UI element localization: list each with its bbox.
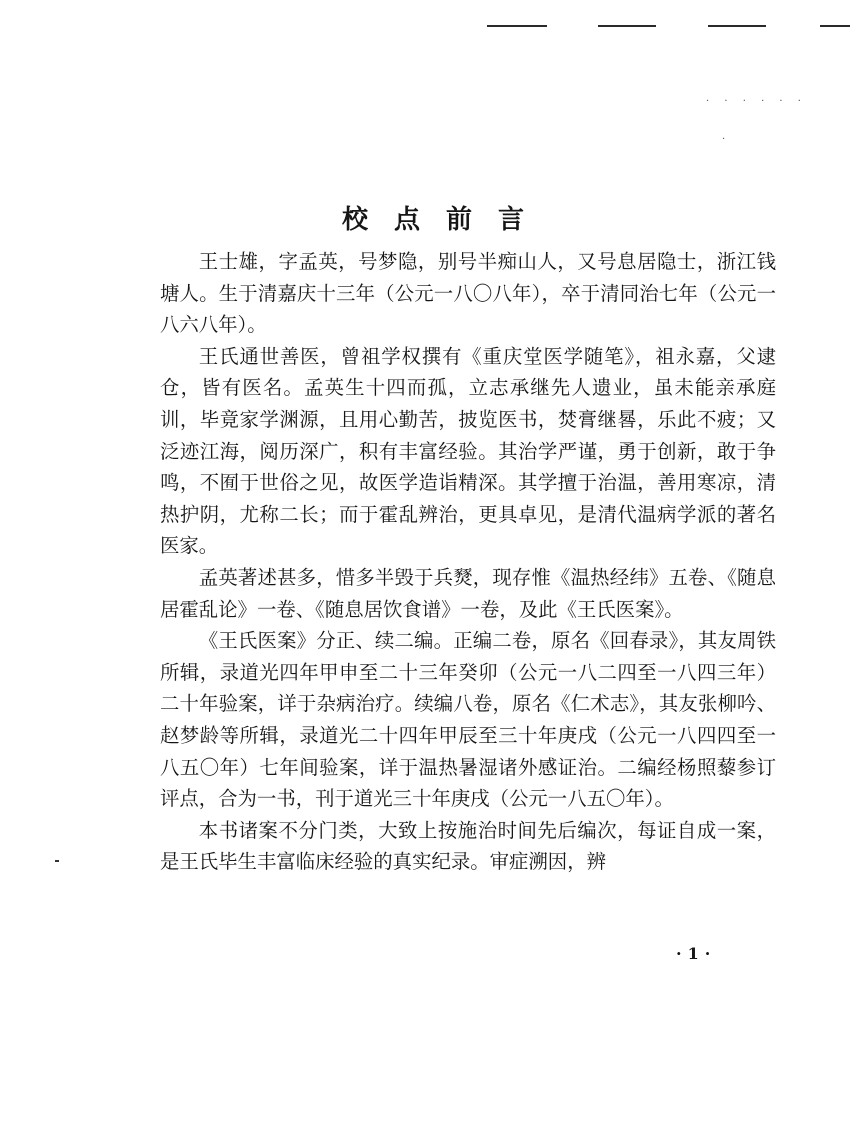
page-number-value: 1 <box>687 944 705 963</box>
scan-noise <box>55 860 59 862</box>
header-rule <box>598 25 656 27</box>
paragraph: 孟英著述甚多，惜多半毁于兵燹，现存惟《温热经纬》五卷、《随息居霍乱论》一卷、《随息居饮食谱》一卷，及此《王氏医案》。 <box>160 565 776 621</box>
page-number-mark: · <box>704 944 717 963</box>
page-number-mark: · <box>676 944 688 963</box>
paragraph: 《王氏医案》分正、续二编。正编二卷，原名《回春录》，其友周铁所辑，录道光四年甲申至二十三年癸卯（公元一八二四至一八四三年）二十年验案，详于杂病治疗。续编八卷，原名《仁术志》，其友张柳吟、赵梦龄等所辑，录道光二十四年甲辰至三十年庚戌（公元一八四四至一八五〇年）七年间验案，详于温热暑湿诸外感证治。二编经杨照藜参订评点，合为一书，刊于道光三十年庚戌（公元一八五〇年）。 <box>160 629 776 811</box>
paragraph: 王士雄，字孟英，号梦隐，别号半痴山人，又号息居隐士，浙江钱塘人。生于清嘉庆十三年（公元一八〇八年），卒于清同治七年（公元一八六八年）。 <box>160 250 776 337</box>
page-title: 校点前言 <box>341 205 550 236</box>
paragraph: 本书诸案不分门类，大致上按施治时间先后编次，每证自成一案，是王氏毕生丰富临床经验的真实纪录。审症溯因，辨 <box>160 818 776 874</box>
scan-noise: · · · · · · <box>706 96 807 107</box>
header-rule <box>708 25 766 27</box>
body-text <box>160 246 776 878</box>
header-rule <box>487 25 547 27</box>
scan-noise: · <box>722 134 732 145</box>
paragraph: 王氏通世善医，曾祖学权撰有《重庆堂医学随笔》，祖永嘉，父逮仓，皆有医名。孟英生十四而孤，立志承继先人遗业，虽未能亲承庭训，毕竟家学渊源，且用心勤苦，披览医书，焚膏继晷，乐此不疲；又泛迹江海，阅历深广，积有丰富经验。其治学严谨，勇于创新，敢于争鸣，不囿于世俗之见，故医学造诣精深。其学擅于治温，善用寒凉，清热护阴，尤称二长；而于霍乱辨治，更具卓见，是清代温病学派的著名医家。 <box>160 344 776 558</box>
page-number <box>676 944 716 963</box>
header-rule <box>820 25 850 27</box>
